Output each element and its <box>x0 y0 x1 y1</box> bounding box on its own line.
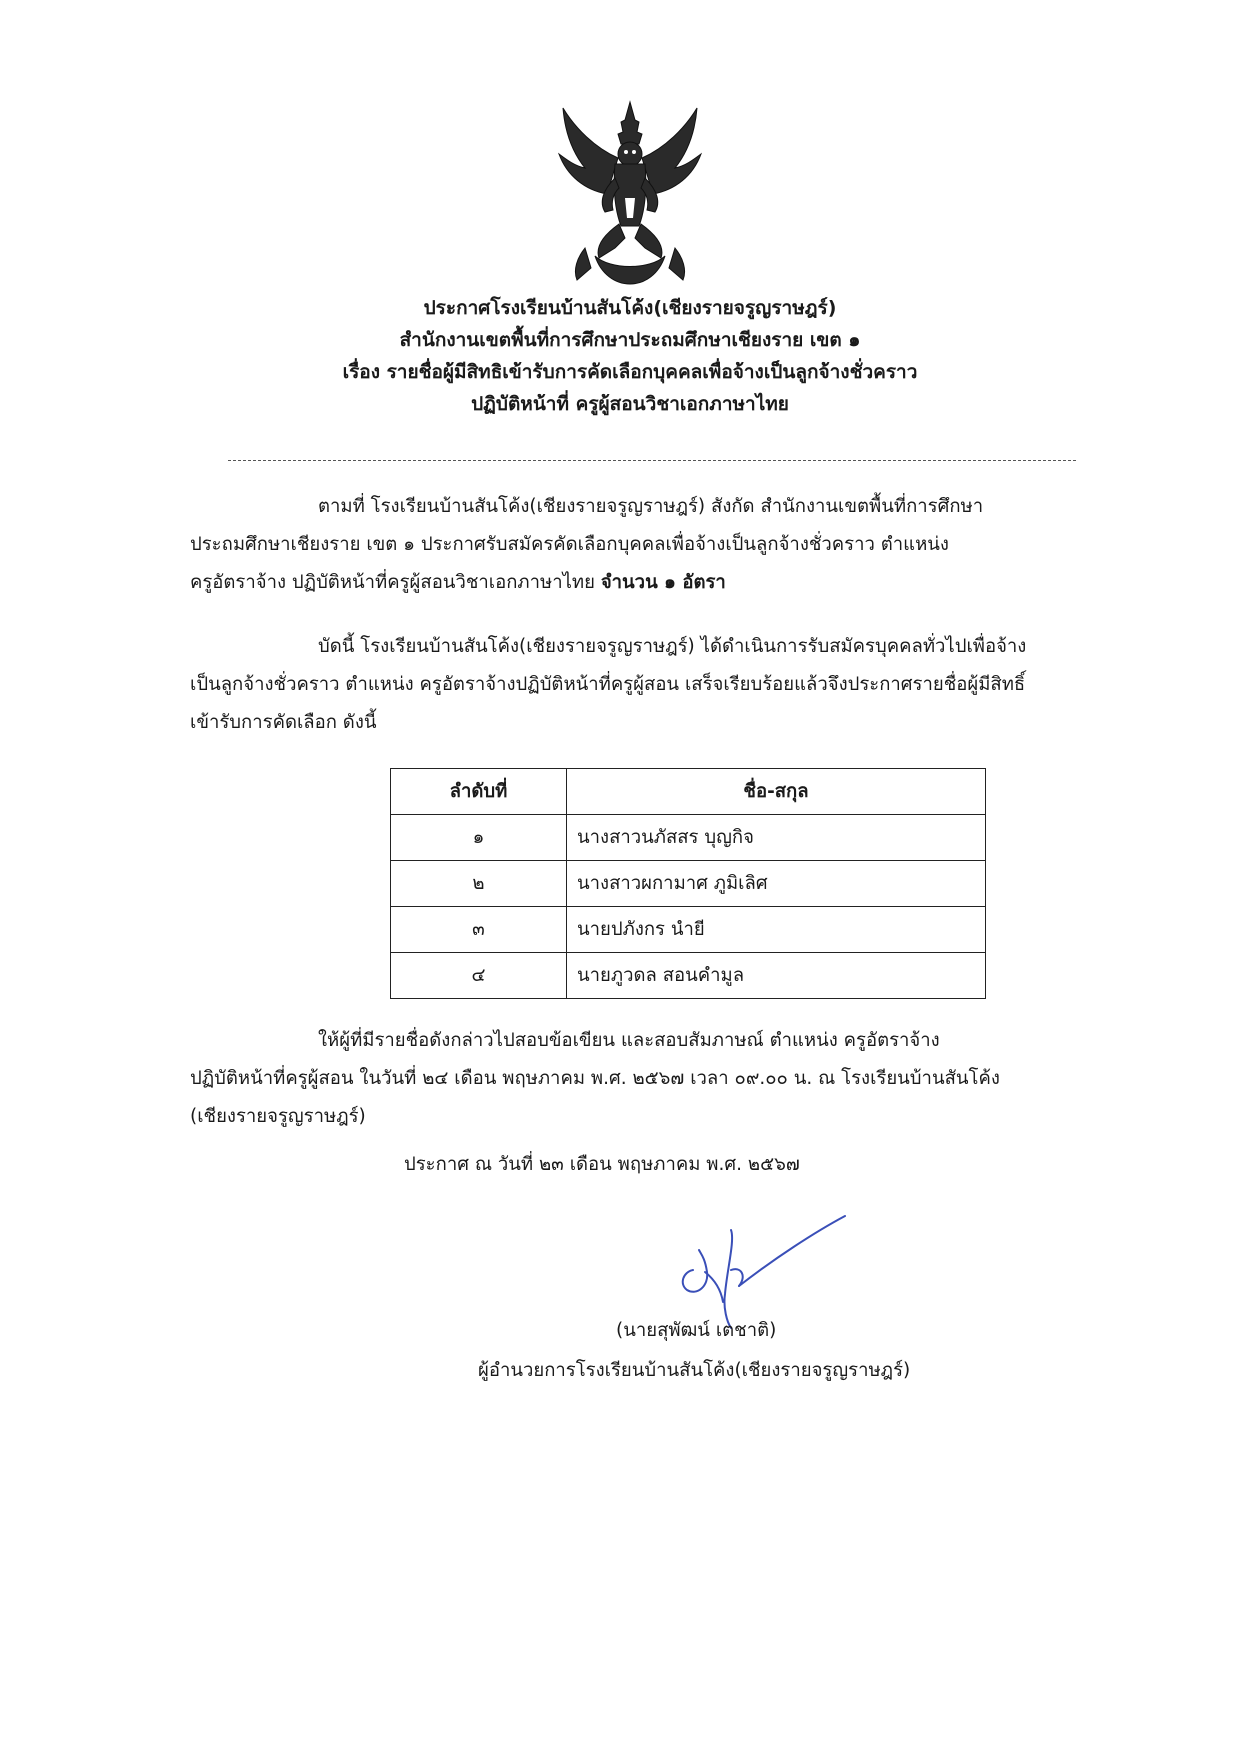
candidate-name: นายภูวดล สอนคำมูล <box>567 953 986 999</box>
paragraph-line: (เชียงรายจรูญราษฎร์) <box>190 1106 366 1127</box>
dashed-divider <box>228 460 1076 461</box>
table-row <box>391 861 986 907</box>
paragraph-line: ตามที่ โรงเรียนบ้านสันโค้ง(เชียงรายจรูญราษฎร์) สังกัด สำนักงานเขตพื้นที่การศึกษา <box>318 496 984 517</box>
paragraph-line: บัดนี้ โรงเรียนบ้านสันโค้ง(เชียงรายจรูญราษฎร์) ได้ดำเนินการรับสมัครบุคคลทั่วไปเพื่อจ้าง <box>318 636 1027 657</box>
heading-subject: เรื่อง รายชื่อผู้มีสิทธิเข้ารับการคัดเลือกบุคคลเพื่อจ้างเป็นลูกจ้างชั่วคราว <box>342 361 918 383</box>
garuda-emblem-icon <box>555 98 705 288</box>
column-header-order: ลำดับที่ <box>391 769 567 815</box>
signatory-title: ผู้อำนวยการโรงเรียนบ้านสันโค้ง(เชียงรายจรูญราษฎร์) <box>478 1360 911 1381</box>
paragraph-line: ปฏิบัติหน้าที่ครูผู้สอน ในวันที่ ๒๔ เดือน พฤษภาคม พ.ศ. ๒๕๖๗ เวลา ๐๙.๐๐ น. ณ โรงเรียนบ้านสันโค้ง <box>190 1068 1000 1089</box>
candidate-table <box>390 768 986 999</box>
candidate-name: นายปภังกร นำยี <box>567 907 986 953</box>
row-number: ๑ <box>391 815 567 861</box>
paragraph-line: ประถมศึกษาเชียงราย เขต ๑ ประกาศรับสมัครคัดเลือกบุคคลเพื่อจ้างเป็นลูกจ้างชั่วคราว ตำแหน่ง <box>190 534 949 555</box>
row-number: ๒ <box>391 861 567 907</box>
position-count: จำนวน ๑ อัตรา <box>600 572 726 593</box>
candidate-name: นางสาวนภัสสร บุญกิจ <box>567 815 986 861</box>
paragraph-line: เป็นลูกจ้างชั่วคราว ตำแหน่ง ครูอัตราจ้างปฏิบัติหน้าที่ครูผู้สอน เสร็จเรียบร้อยแล้วจึงประกาศรายชื่อผู้มีสิทธิ์ <box>190 674 1026 695</box>
table-header-row <box>391 769 986 815</box>
paragraph-announcement <box>190 628 1120 742</box>
row-number: ๓ <box>391 907 567 953</box>
table-row <box>391 953 986 999</box>
heading-office: สำนักงานเขตพื้นที่การศึกษาประถมศึกษาเชียงราย เขต ๑ <box>399 329 861 351</box>
paragraph-exam-schedule <box>190 1022 1120 1136</box>
announcement-heading <box>190 292 1070 420</box>
issue-date: ประกาศ ณ วันที่ ๒๓ เดือน พฤษภาคม พ.ศ. ๒๕๖๗ <box>404 1154 800 1175</box>
paragraph-line <box>190 564 1120 602</box>
candidate-name: นางสาวผกามาศ ภูมิเลิศ <box>567 861 986 907</box>
table-row <box>391 907 986 953</box>
paragraph-background <box>190 488 1120 602</box>
paragraph-text: ครูอัตราจ้าง ปฏิบัติหน้าที่ครูผู้สอนวิชาเอกภาษาไทย <box>190 572 601 593</box>
signatory-name: (นายสุพัฒน์ เตชาติ) <box>616 1320 777 1341</box>
column-header-name: ชื่อ-สกุล <box>567 769 986 815</box>
row-number: ๔ <box>391 953 567 999</box>
table-row <box>391 815 986 861</box>
paragraph-line: ให้ผู้ที่มีรายชื่อดังกล่าวไปสอบข้อเขียน และสอบสัมภาษณ์ ตำแหน่ง ครูอัตราจ้าง <box>318 1030 940 1051</box>
handwritten-signature <box>665 1210 855 1330</box>
paragraph-line: เข้ารับการคัดเลือก ดังนี้ <box>190 712 377 733</box>
heading-school: ประกาศโรงเรียนบ้านสันโค้ง(เชียงรายจรูญราษฎร์) <box>423 297 837 319</box>
heading-duty: ปฏิบัติหน้าที่ ครูผู้สอนวิชาเอกภาษาไทย <box>471 393 789 415</box>
